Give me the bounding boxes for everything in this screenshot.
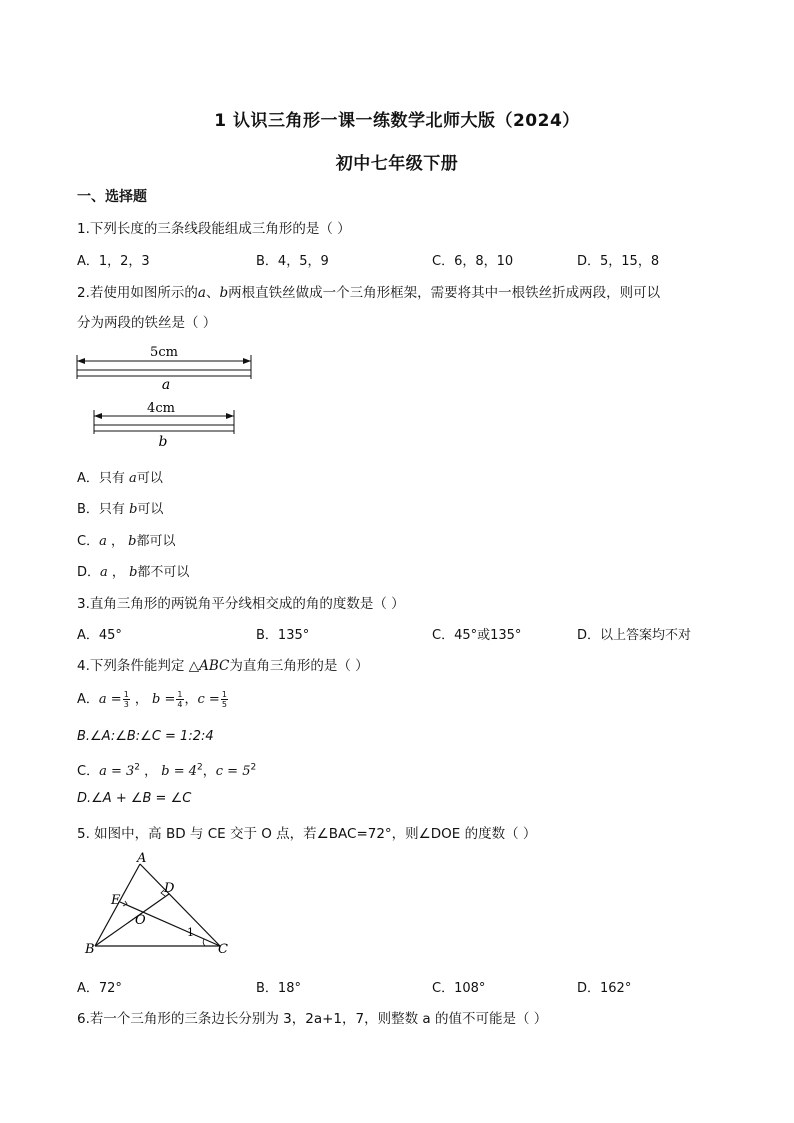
altitude-bd [95,894,169,946]
q4-option-b: B.∠A:∠B:∠C = 1:2:4 [77,729,214,744]
q2-option-c: C．a ， b都可以 [77,534,176,549]
q4-option-d: D.∠A + ∠B = ∠C [77,791,192,806]
q5-option-a: A．72° [77,981,122,996]
section-heading: 一、选择题 [77,189,147,205]
vertex-c-label: C [218,942,228,957]
point-e-label: E [111,893,121,908]
q4-option-c: C．$a = 3^2$ ， $b = 4^2$，$c = 5^2$ [77,762,257,779]
wire-b-length: 4cm [147,401,175,416]
wire-b-label: b [158,434,168,450]
question-5-stem: 5. 如图中，高 BD 与 CE 交于 O 点，若∠BAC=72°，则∠DOE 的度数（ ） [77,826,537,842]
wire-a [77,370,251,376]
wire-b [94,425,234,431]
q5-option-b: B．18° [256,981,301,996]
question-2-stem-line1: 2.若使用如图所示的a、b两根直铁丝做成一个三角形框架，需要将其中一根铁丝折成两段，则可以 [77,285,661,301]
vertex-b-label: B [85,942,95,957]
angle-1-label: 1 [187,926,194,939]
q3-option-d: D．以上答案均不对 [577,628,692,643]
question-6-stem: 6.若一个三角形的三条边长分别为 3，2a+1，7，则整数 a 的值不可能是（ ） [77,1011,548,1027]
wire-figure [70,340,270,450]
q2-option-b: B．只有 b可以 [77,502,164,517]
side-ac [140,864,220,946]
angle-1-arc [203,939,205,946]
document-title: 1 认识三角形一课一练数学北师大版（2024） [214,111,580,131]
q1-option-b: B．4，5，9 [256,254,329,269]
question-2-stem-line2: 分为两段的铁丝是（ ） [77,315,217,331]
q1-option-d: D．5，15，8 [577,254,660,269]
triangle-figure [80,850,240,965]
q1-option-c: C．6，8，10 [432,254,514,269]
q3-option-a: A．45° [77,628,122,643]
point-d-label: D [164,881,175,896]
q3-option-c: C．45°或135° [432,628,522,643]
question-3-stem: 3.直角三角形的两锐角平分线相交成的角的度数是（ ） [77,596,405,612]
point-o-label: O [135,913,146,928]
q2-option-a: A．只有 a可以 [77,471,163,486]
document-subtitle: 初中七年级下册 [335,154,459,174]
q1-option-a: A．1，2，3 [77,254,150,269]
wire-a-length: 5cm [150,345,178,360]
wire-a-label: a [161,377,171,393]
q2-option-d: D．a ， b都不可以 [77,565,190,580]
q4-option-a: A．a = $\frac{1}{3}$ ， b = $\frac{1}{4}$ ，c = $\frac{1}{5}$ [77,690,227,709]
q5-option-d: D．162° [577,981,632,996]
q3-option-b: B．135° [256,628,310,643]
question-4-stem: 4.下列条件能判定 △ABC为直角三角形的是（ ） [77,658,369,674]
vertex-a-label: A [137,851,147,866]
q5-option-c: C．108° [432,981,486,996]
question-1-stem: 1.下列长度的三条线段能组成三角形的是（ ） [77,221,351,237]
